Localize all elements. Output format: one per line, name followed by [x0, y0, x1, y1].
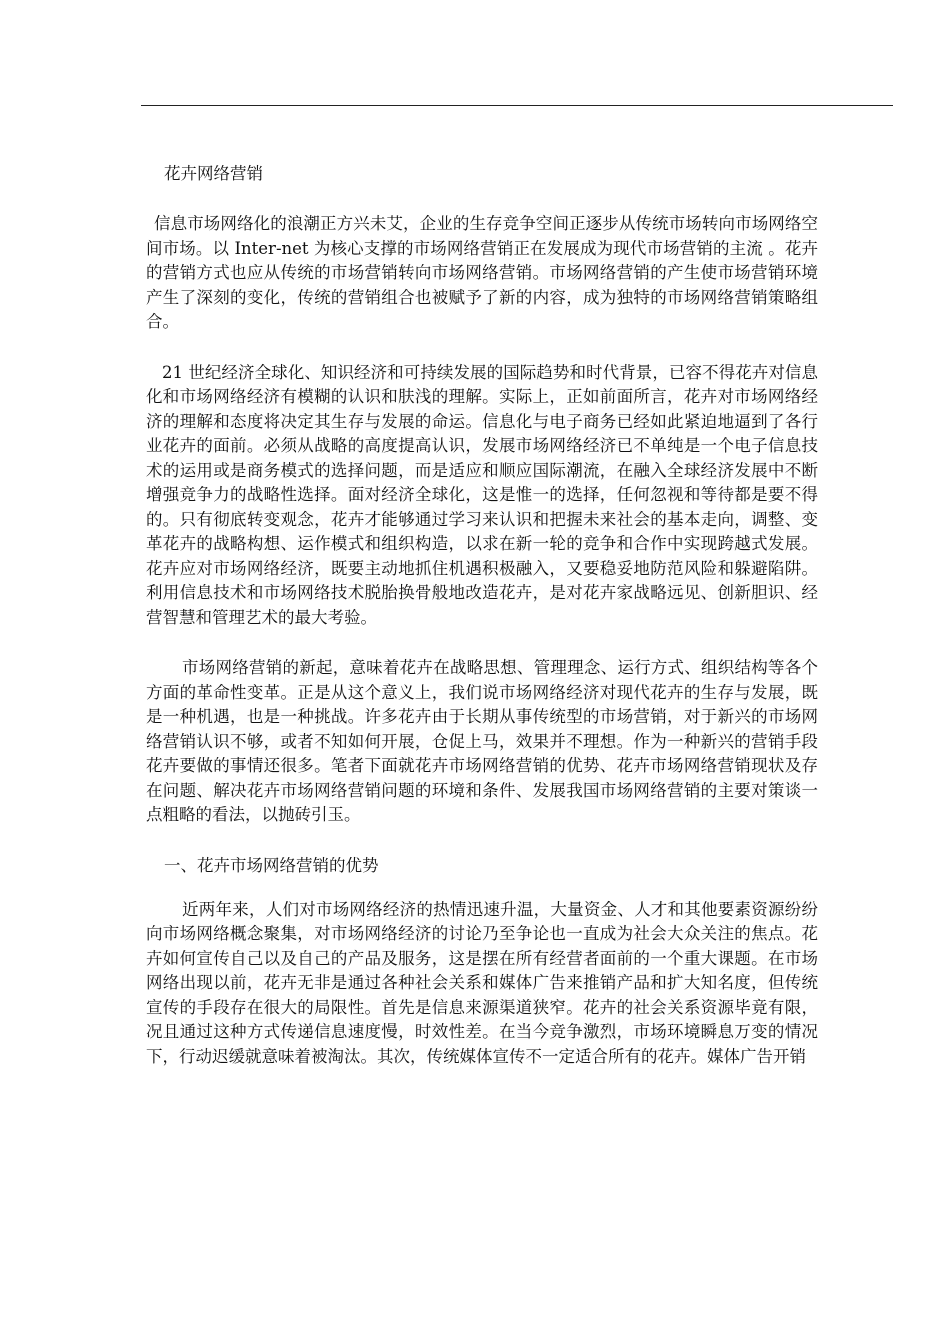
document-body [146, 162, 818, 1069]
document-title: 花卉网络营销 [164, 164, 263, 183]
spacer [146, 630, 818, 656]
paragraph-globalization: 21 世纪经济全球化、知识经济和可持续发展的国际趋势和时代背景，已容不得花卉对信息化和市场网络经济有模糊的认识和肤浅的理解。实际上，正如前面所言，花卉对市场网络经济的理解和态度将决定其生存与发展的命运。信息化与电子商务已经如此紧迫地逼到了各行业花卉的面前。必须从战略的高度提高认识，发展市场网络经济已不单纯是一个电子信息技术的运用或是商务模式的选择问题，而是适应和顺应国际潮流，在融入全球经济发展中不断增强竞争力的战略性选择。面对经济全球化，这是惟一的选择，任何忽视和等待都是要不得的。只有彻底转变观念，花卉才能够通过学习来认识和把握未来社会的基本走向，调整、变革花卉的战略构想、运作模式和组织构造，以求在新一轮的竞争和合作中实现跨越式发展。花卉应对市场网络经济，既要主动地抓住机遇积极融入，又要稳妥地防范风险和躲避陷阱。利用信息技术和市场网络技术脱胎换骨般地改造花卉，是对花卉家战略远见、创新胆识、经营智慧和管理艺术的最大考验。 [146, 362, 818, 627]
paragraph-advantages: 近两年来，人们对市场网络经济的热情迅速升温，大量资金、人才和其他要素资源纷纷向市场网络概念聚集，对市场网络经济的讨论乃至争论也一直成为社会大众关注的焦点。花卉如何宣传自己以及自己的产品及服务，这是摆在所有经营者面前的一个重大课题。在市场网络出现以前，花卉无非是通过各种社会关系和媒体广告来推销产品和扩大知名度，但传统宣传的手段存在很大的局限性。首先是信息来源渠道狭窄。花卉的社会关系资源毕竟有限，况且通过这种方式传递信息速度慢，时效性差。在当今竞争激烈，市场环境瞬息万变的情况下，行动迟缓就意味着被淘汰。其次，传统媒体宣传不一定适合所有的花卉。媒体广告开销 [146, 899, 818, 1066]
header-rule [141, 105, 893, 106]
paragraph-significance: 市场网络营销的新起，意味着花卉在战略思想、管理理念、运行方式、组织结构等各个方面的革命性变革。正是从这个意义上，我们说市场网络经济对现代花卉的生存与发展，既是一种机遇，也是一种挑战。许多花卉由于长期从事传统型的市场营销，对于新兴的市场网络营销认识不够，或者不知如何开展，仓促上马，效果并不理想。作为一种新兴的营销手段花卉要做的事情还很多。笔者下面就花卉市场网络营销的优势、花卉市场网络营销现状及存在问题、解决花卉市场网络营销问题的环境和条件、发展我国市场网络营销的主要对策谈一点粗略的看法，以抛砖引玉。 [146, 658, 818, 824]
section-heading: 一、花卉市场网络营销的优势 [164, 855, 379, 875]
spacer [146, 828, 818, 854]
spacer [146, 186, 818, 212]
paragraph-intro: 信息市场网络化的浪潮正方兴未艾，企业的生存竞争空间正逐步从传统市场转向市场网络空间市场。以 Inter-net 为核心支撑的市场网络营销正在发展成为现代市场营销的主流 。花卉的营销方式也应从传统的市场营销转向市场网络营销。市场网络营销的产生使市场营销环境产生了深刻的变化，传统的营销组合也被赋予了新的内容，成为独特的市场网络营销策略组合。 [146, 214, 818, 331]
spacer [146, 878, 818, 898]
spacer [146, 335, 818, 361]
